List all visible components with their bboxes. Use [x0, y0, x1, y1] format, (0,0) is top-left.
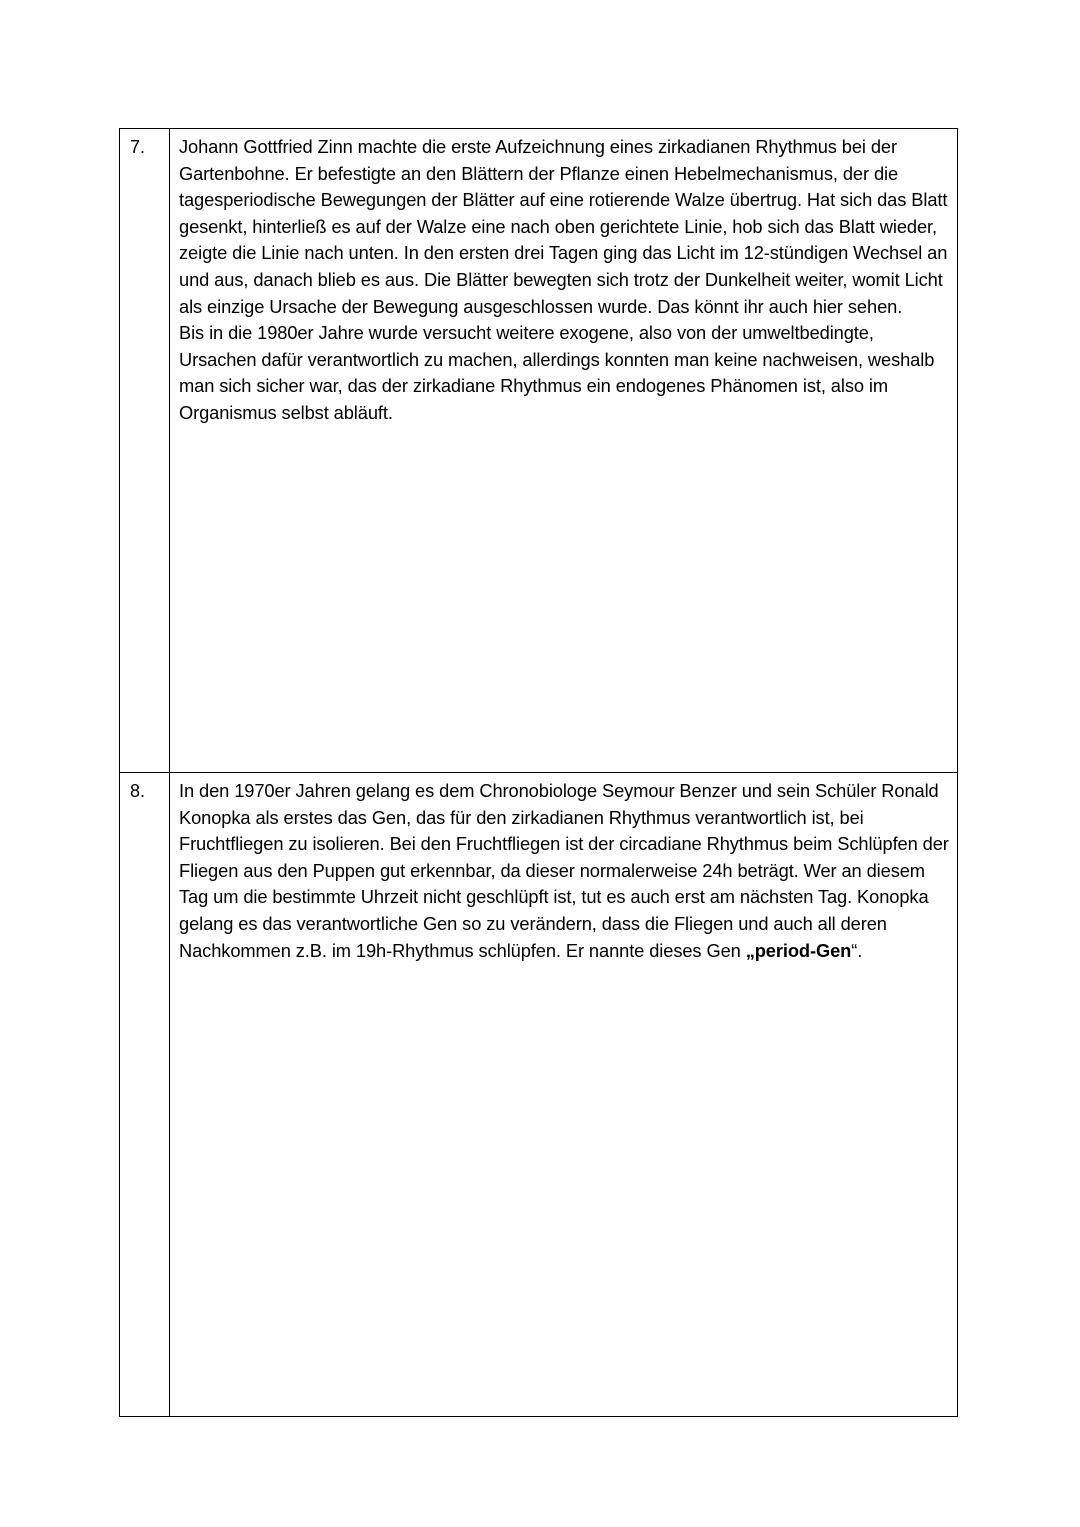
bold-term: „period-Gen: [745, 939, 852, 961]
row-text: [170, 129, 957, 427]
paragraph-text: In den 1970er Jahren gelang es dem Chronobiologe Seymour Benzer und sein Schüler Ronald Konopka als erstes das Gen, das für den zirkadianen Rhythmus verantwortlich ist, bei Fruchtfliegen zu isolieren. Bei den Fruchtfliegen ist der circadiane Rhythmus beim Schlüpfen der Fliegen aus den Puppen gut erkennbar, da dieser normalerweise 24h beträgt. Wer an diesem Tag um die bestimmte Uhrzeit nicht geschlüpft ist, tut es auch erst am nächsten Tag. Konopka gelang es das verantwortliche Gen so zu verändern, dass die Fliegen und auch all deren Nachkommen z.B. im 19h-Rhythmus schlüpfen. Er nannte dieses Gen: [179, 780, 949, 961]
table-row-8: [120, 773, 958, 1417]
row-number: 7.: [130, 137, 146, 157]
paragraph-text-end: “.: [851, 939, 863, 961]
paragraph: Bis in die 1980er Jahre wurde versucht weitere exogene, also von der umweltbedingte, Ursachen dafür verantwortlich zu machen, allerdings konnten man keine nachweisen, weshalb man sich sicher war, das der zirkadiane Rhythmus ein endogenes Phänomen ist, also im Organismus selbst abläuft.: [179, 322, 935, 423]
row-text: [170, 773, 957, 964]
row-text-cell: [170, 773, 958, 1417]
row-text-cell: [170, 129, 958, 773]
table-row-7: [120, 129, 958, 773]
paragraph: [179, 778, 949, 964]
row-number-cell: [120, 129, 170, 773]
row-number: 8.: [130, 781, 146, 801]
paragraph: Johann Gottfried Zinn machte die erste Aufzeichnung eines zirkadianen Rhythmus bei der Gartenbohne. Er befestigte an den Blättern der Pflanze einen Hebelmechanismus, der die tagesperiodische Bewegungen der Blätter auf eine rotierende Walze übertrug. Hat sich das Blatt gesenkt, hinterließ es auf der Walze eine nach oben gerichtete Linie, hob sich das Blatt wieder, zeigte die Linie nach unten. In den ersten drei Tagen ging das Licht im 12-stündigen Wechsel an und aus, danach blieb es aus. Die Blätter bewegten sich trotz der Dunkelheit weiter, womit Licht als einzige Ursache der Bewegung ausgeschlossen wurde. Das könnt ihr auch hier sehen.: [179, 136, 948, 317]
row-number-cell: [120, 773, 170, 1417]
content-table: [119, 128, 958, 1417]
